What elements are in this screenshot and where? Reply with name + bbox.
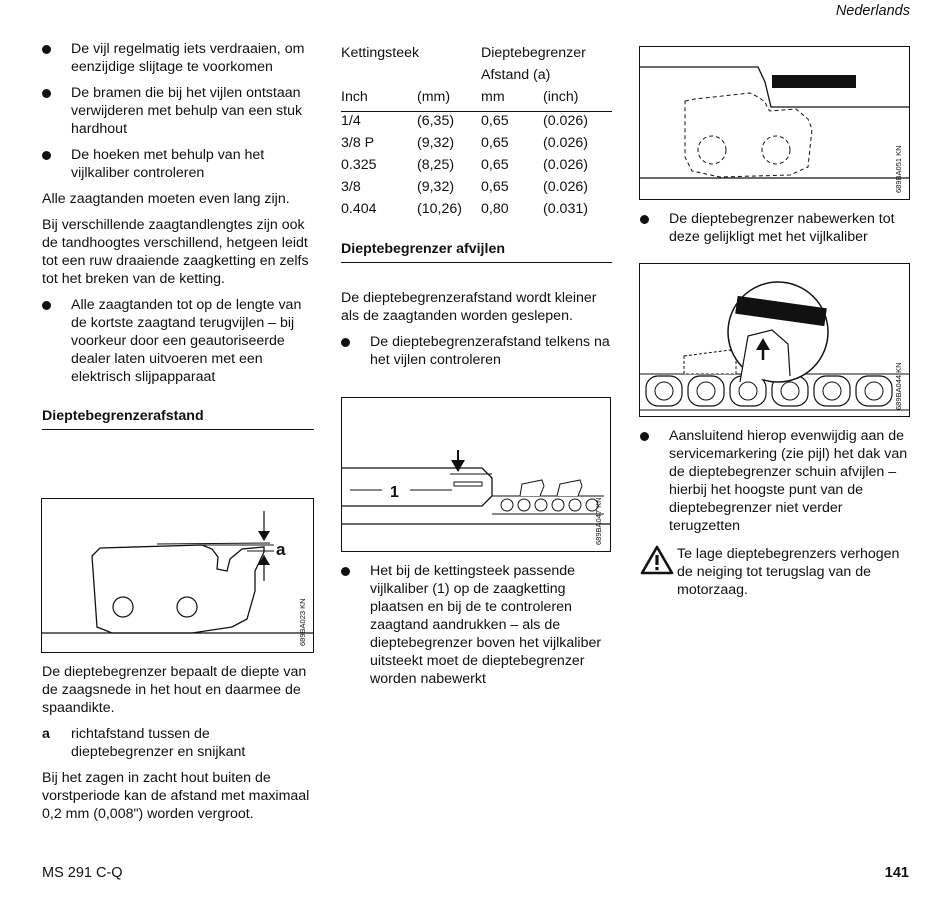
paragraph: De dieptebegrenzerafstand wordt kleiner als de zaagtanden worden geslepen. (341, 289, 597, 324)
table-cell: (9,32) (417, 134, 455, 151)
table-header: Kettingsteek (341, 45, 420, 61)
list-item (640, 427, 910, 535)
table-cell: (10,26) (417, 201, 462, 218)
section-heading: Dieptebegrenzer afvijlen (341, 240, 612, 263)
list-item-text: Alle zaagtanden tot op de lengte van de kortste zaagtand terugvijlen – bij voorkeur door een geautoriseerde dealer laten uitvoeren met een elektrisch slijpapparaat (71, 297, 302, 385)
depth-gauge-table (341, 44, 612, 223)
list-item-text: Het bij de kettingsteek passende vijlkaliber (1) op de zaagketting plaatsen en bij de te controleren zaagtand aandrukken – als de dieptebegrenzer boven het vijlkaliber uitsteekt moet de dieptebegrenzer worden nabewerkt (370, 563, 602, 687)
table-header-row (341, 66, 612, 88)
table-cell: 0,65 (481, 112, 509, 129)
figure-code: 689BA044 KN (894, 362, 903, 410)
bullet-icon (42, 45, 51, 54)
table-header: Afstand (a) (481, 67, 551, 84)
section-heading: Dieptebegrenzerafstand (42, 407, 314, 430)
list-item (42, 40, 314, 76)
legend-key: a (42, 726, 50, 742)
figure-file-depth-gauge (639, 46, 910, 200)
table-cell: (9,32) (417, 179, 455, 196)
language-label: Nederlands (835, 3, 910, 19)
table-header: Dieptebegrenzer (481, 45, 586, 61)
paragraph: De dieptebegrenzer bepaalt de diepte van de zaagsnede in het hout en daarmee de spaandikte. (42, 664, 307, 716)
table-cell: (8,25) (417, 156, 455, 173)
page-number: 141 (884, 865, 909, 881)
chain-tooth-illustration (42, 499, 313, 652)
column-3 (640, 210, 910, 246)
table-cell: (6,35) (417, 112, 455, 129)
list-item (341, 333, 612, 369)
paragraph: Bij verschillende zaagtandlengtes zijn ook de tandhoogtes verschillend, hetgeen leidt tot een ruw draaiende zaagketting en zelfs tot het breken van de ketting. (42, 217, 309, 287)
figure-label-1: 1 (390, 484, 399, 501)
figure-depth-gauge-distance (41, 498, 314, 653)
figure-code: 689BA023 KN (298, 598, 307, 646)
table-cell: 1/4 (341, 112, 361, 129)
bullet-icon (42, 301, 51, 310)
table-header: mm (481, 89, 505, 106)
list-item-text: De bramen die bij het vijlen ontstaan verwijderen met behulp van een stuk hardhout (71, 85, 303, 137)
legend-text: richtafstand tussen de dieptebegrenzer en snijkant (71, 726, 246, 760)
table-header: (inch) (543, 89, 579, 106)
bullet-icon (42, 89, 51, 98)
paragraph: Alle zaagtanden moeten even lang zijn. (42, 191, 290, 207)
table-cell: 3/8 (341, 179, 361, 196)
column-2 (341, 44, 612, 369)
figure-service-marking (639, 263, 910, 417)
table-cell: 0,65 (481, 156, 509, 173)
table-row (341, 111, 612, 134)
table-row (341, 178, 612, 200)
table-cell: 0,65 (481, 179, 509, 196)
figure-code: 689BA051 KN (894, 145, 903, 193)
table-cell: (0.026) (543, 179, 588, 196)
paragraph: Bij het zagen in zacht hout buiten de vorstperiode kan de afstand met maximaal 0,2 mm (0,008") worden vergroot. (42, 770, 310, 822)
table-row (341, 156, 612, 178)
list-item-text: De dieptebegrenzer nabewerken tot deze gelijkligt met het vijlkaliber (669, 211, 895, 245)
list-item (341, 562, 612, 688)
figure-label-a: a (276, 540, 286, 559)
list-item (42, 84, 314, 138)
warning-note (640, 545, 910, 599)
figure-code: 689BA047 KN (594, 497, 603, 545)
bullet-icon (42, 151, 51, 160)
model-name: MS 291 C-Q (42, 865, 123, 881)
table-header-row (341, 88, 612, 111)
column-1-lower (42, 663, 314, 823)
table-header: Inch (341, 89, 368, 106)
table-cell: 0,80 (481, 201, 509, 218)
table-cell: (0.031) (543, 201, 588, 218)
column-3-lower (640, 427, 910, 599)
list-item-text: Aansluitend hierop evenwijdig aan de servicemarkering (zie pijl) het dak van de dieptebegrenzer schuin afvijlen – hierbij het hoogste punt van de dieptebegrenzer niet verder terugzetten (669, 428, 908, 534)
bullet-icon (341, 338, 350, 347)
list-item (42, 296, 314, 386)
list-item (42, 146, 314, 182)
warning-text: Te lage dieptebegrenzers verhogen de neiging tot terugslag van de motorzaag. (677, 546, 900, 598)
warning-triangle-icon (640, 545, 674, 575)
table-cell: (0.026) (543, 112, 588, 129)
table-cell: 0.404 (341, 201, 377, 218)
table-row (341, 134, 612, 156)
table-cell: 0,65 (481, 134, 509, 151)
table-cell: (0.026) (543, 156, 588, 173)
table-cell: 3/8 P (341, 134, 375, 151)
table-row (341, 200, 612, 222)
service-marking-illustration (640, 264, 909, 416)
list-item-text: De dieptebegrenzerafstand telkens na het vijlen controleren (370, 333, 610, 368)
file-gauge-illustration (342, 398, 610, 551)
legend-item (42, 725, 314, 761)
column-1 (42, 40, 314, 430)
table-cell: 0.325 (341, 156, 377, 173)
bullet-icon (341, 567, 350, 576)
list-item (640, 210, 910, 246)
table-header-row (341, 44, 612, 66)
table-cell: (0.026) (543, 134, 588, 151)
table-header: (mm) (417, 89, 451, 106)
column-2-lower (341, 562, 612, 688)
bullet-icon (640, 215, 649, 224)
list-item-text: De vijl regelmatig iets verdraaien, om eenzijdige slijtage te voorkomen (71, 41, 305, 75)
list-item-text: De hoeken met behulp van het vijlkaliber controleren (71, 147, 265, 181)
figure-file-gauge-on-chain (341, 397, 611, 552)
depth-gauge-file-illustration (640, 47, 909, 199)
bullet-icon (640, 432, 649, 441)
